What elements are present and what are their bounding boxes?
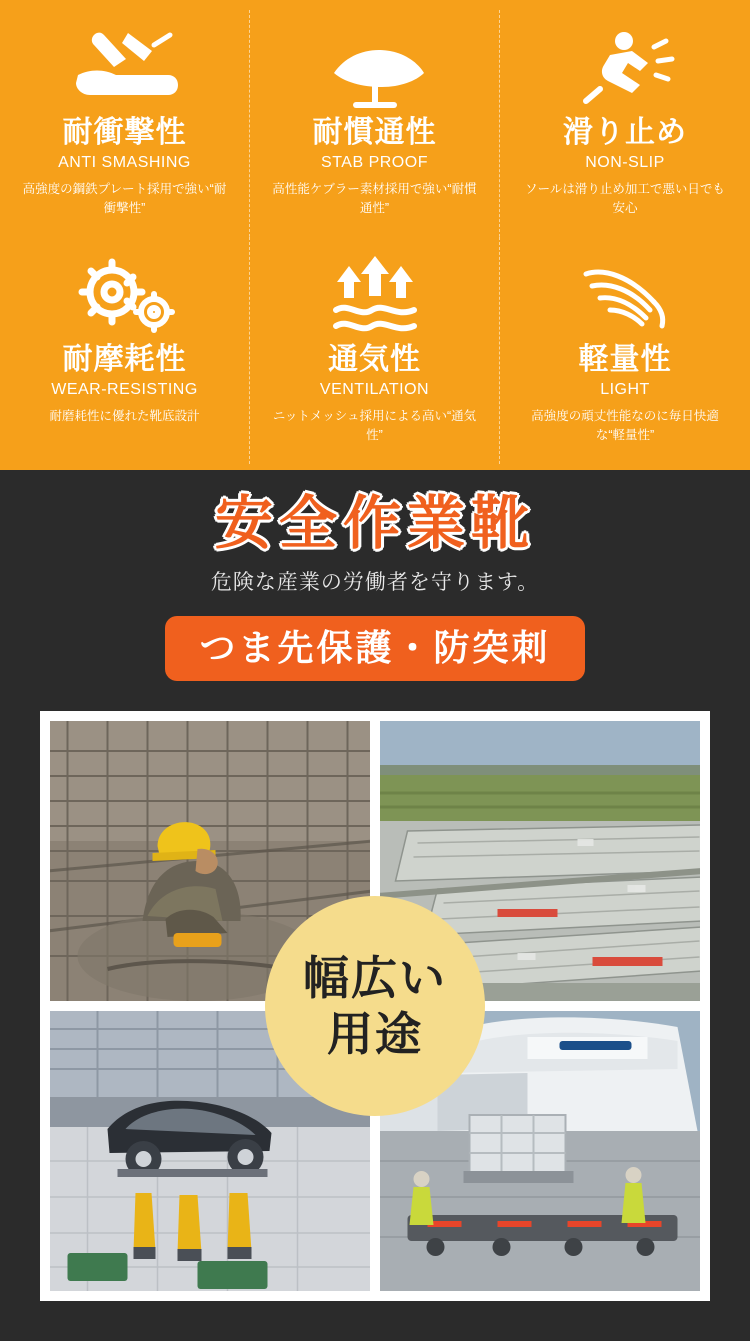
feature-subtitle: STAB PROOF [321,153,428,171]
feature-anti-smashing [0,10,250,237]
feature-description: ソールは滑り止め加工で悪い日でも安心 [525,181,725,215]
product-banner [0,470,750,699]
feature-subtitle: NON-SLIP [585,153,665,171]
hammer-impact-icon [70,26,180,112]
banner-subtitle: 危険な産業の労働者を守ります。 [210,570,540,594]
usage-photos-section [0,699,750,1341]
feature-title: 滑り止め [563,116,687,149]
feature-title: 耐摩耗性 [62,343,187,376]
usage-badge [265,896,485,1116]
feature-ventilation [250,237,500,464]
feature-subtitle: VENTILATION [319,380,430,398]
feature-description: 耐磨耗性に優れた靴底設計 [49,408,200,423]
banner-highlight-pill: つま先保護・防突刺 [165,616,584,682]
feature-description: ニットメッシュ採用による高い“通気性” [272,408,477,442]
gears-icon [70,253,180,339]
puncture-nail-icon [320,26,430,112]
feature-description: 高強度の頑丈性能なのに毎日快適な“軽量性” [531,408,719,442]
feature-title: 軽量性 [578,343,672,376]
feature-light [500,237,750,464]
feature-title: 通気性 [328,343,421,376]
feature-subtitle: LIGHT [600,380,650,398]
airflow-arrows-icon [320,253,430,339]
usage-badge-line2: 用途 [327,1008,423,1061]
feature-description: 高強度の鋼鉄プレート採用で強い“耐衝撃性” [22,181,227,215]
feature-subtitle: ANTI SMASHING [58,153,191,171]
feature-wear-resisting [0,237,250,464]
feature-title: 耐慣通性 [312,116,437,149]
feature-subtitle: WEAR-RESISTING [51,380,198,398]
feature-title: 耐衝撃性 [62,116,187,149]
feature-description: 高性能ケブラー素材採用で強い“耐慣通性” [272,181,477,215]
feature-non-slip [500,10,750,237]
feature-stab-proof [250,10,500,237]
page-title: 安全作業靴 [214,491,535,556]
photo-grid [40,711,710,1301]
features-section [0,0,750,470]
usage-badge-line1: 幅広い [303,952,447,1005]
feather-light-icon [570,253,680,339]
slip-fall-icon [570,26,680,112]
